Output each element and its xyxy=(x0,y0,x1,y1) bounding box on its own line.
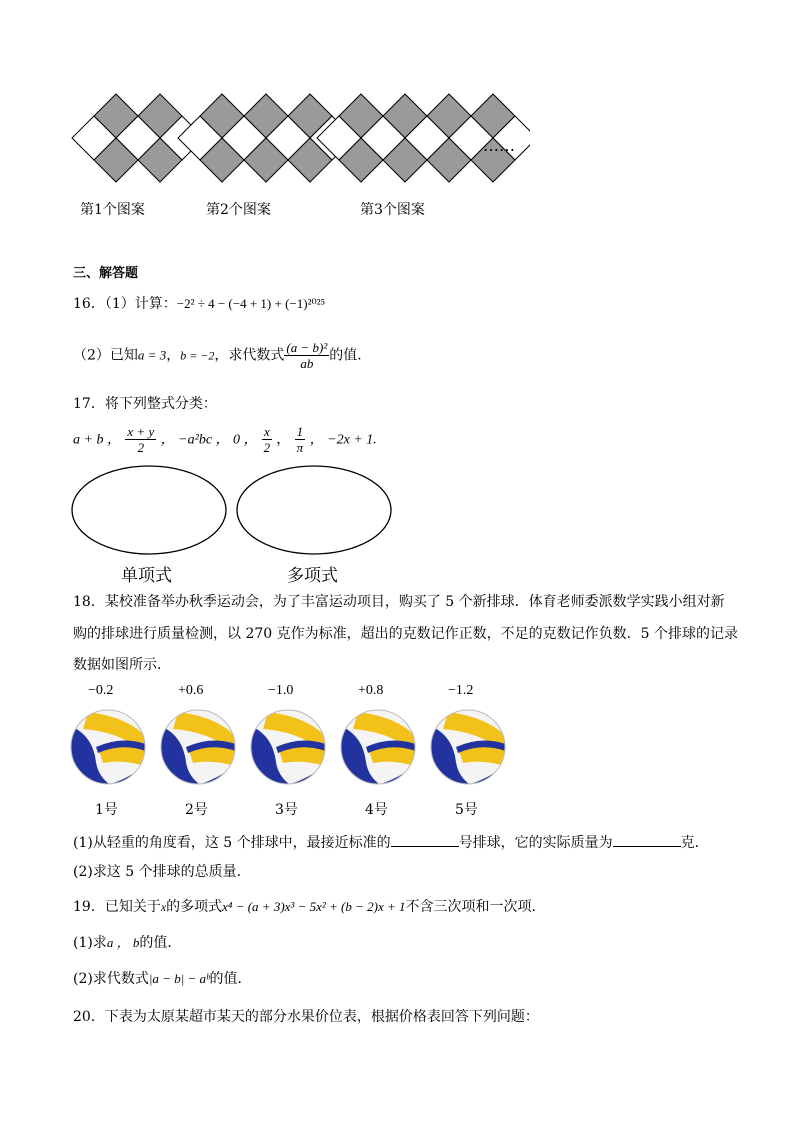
ball-mass-deviation: −0.2 xyxy=(88,683,114,698)
q19-line1-b: 的多项式 xyxy=(166,899,223,915)
volleyball-icon xyxy=(68,707,148,787)
q19-sub2-expr: |a − b| − aᵇ xyxy=(148,971,210,986)
diamond-patterns-figure xyxy=(60,90,530,190)
volleyball-icon xyxy=(248,707,328,787)
volleyball-icon xyxy=(428,707,508,787)
q16-fraction-num: (a − b)² xyxy=(286,340,328,355)
answer-blank-2[interactable] xyxy=(613,832,681,847)
q19-sub1-a: (1)求 xyxy=(73,935,107,951)
ball-mass-deviation: −1.0 xyxy=(268,683,294,698)
q19-sub1-b: 的值． xyxy=(139,935,182,951)
q20-line1: 20．下表为太原某超市某天的部分水果价位表，根据价格表回答下列问题： xyxy=(73,1009,539,1025)
q17-item-c: ， −2x + 1. xyxy=(309,432,377,448)
polynomial-label: 多项式 xyxy=(287,566,338,586)
pattern-label-2: 第2个图案 xyxy=(206,202,271,218)
q16-b-value: b = −2 xyxy=(180,348,215,363)
q18-sub1-a: (1)从轻重的角度看，这 5 个排球中，最接近标准的 xyxy=(73,835,391,851)
q17-items: a + b ， $\frac{x + y}{2}$ ， −a²bc ， 0 ， $\frac{x}{2}$ ， $\frac{1}{\pi}$ ， −2x + 1. xyxy=(73,424,377,455)
q16-a-value: a = 3 xyxy=(137,347,167,363)
monomial-label: 单项式 xyxy=(121,566,172,586)
q19-line1 xyxy=(73,897,546,917)
q17-frac1 xyxy=(125,424,156,455)
volleyball-icon xyxy=(338,707,418,787)
q16-part2 xyxy=(73,340,371,371)
q17-frac3-num: 1 xyxy=(296,424,304,439)
q17-frac3 xyxy=(295,424,306,455)
q18-line2: 购的排球进行质量检测，以 270 克作为标准，超出的克数记作正数，不足的克数记作负数．5 个排球的记录 xyxy=(73,626,738,642)
q16-part1-expr: −2² ÷ 4 − (−4 + 1) + (−1)²⁰²⁵ xyxy=(176,296,326,311)
ball-label: 1号 xyxy=(95,802,118,818)
monomial-ellipse xyxy=(72,466,226,554)
polynomial-ellipse xyxy=(237,466,391,554)
q17-frac2-num: x xyxy=(263,424,270,439)
answer-blank-1[interactable] xyxy=(391,832,459,847)
q19-line1-a: 19．已知关于 xyxy=(73,899,161,915)
ball-label: 4号 xyxy=(365,802,388,818)
q19-x: x xyxy=(160,900,167,914)
q18-line1: 18．某校准备举办秋季运动会，为了丰富运动项目，购买了 5 个新排球．体育老师委派数学实践小组对新 xyxy=(73,594,725,610)
q16-part1-prefix: 16．（1）计算： xyxy=(73,296,177,312)
q16-part2-mid: ，求代数式 xyxy=(214,347,285,364)
q19-sub1 xyxy=(73,933,181,953)
volleyball-icon xyxy=(158,707,238,787)
q19-sub2 xyxy=(73,969,252,989)
ball-label: 2号 xyxy=(185,802,208,818)
q16-fraction xyxy=(284,340,329,371)
q17-item-a: a + b ， xyxy=(73,432,121,448)
volleyball-row xyxy=(68,683,518,823)
pattern-label-3: 第3个图案 xyxy=(360,202,425,218)
q17-frac1-num: x + y xyxy=(127,424,155,439)
q17-frac1-den: 2 xyxy=(137,440,145,455)
ball-mass-deviation: +0.8 xyxy=(358,683,384,698)
q19-sub2-b: 的值． xyxy=(209,971,252,987)
q19-line1-c: 不含三次项和一次项． xyxy=(405,899,546,915)
q16-part1 xyxy=(73,294,325,314)
q16-part2-suffix: 的值． xyxy=(329,347,372,364)
q17-frac3-den: π xyxy=(296,440,304,455)
q19-polynomial: x⁴ − (a + 3)x³ − 5x² + (b − 2)x + 1 xyxy=(222,899,406,914)
q18-sub2: (2)求这 5 个排球的总质量． xyxy=(73,864,251,880)
q18-sub1 xyxy=(73,832,709,853)
ball-mass-deviation: −1.2 xyxy=(448,683,474,698)
q17-frac2-den: 2 xyxy=(263,440,271,455)
pattern-label-1: 第1个图案 xyxy=(80,202,145,218)
q16-part2-prefix: （2）已知 xyxy=(73,347,138,364)
q17-frac2 xyxy=(262,424,272,455)
q17-item-b: ， −a²bc ， 0 ， xyxy=(160,432,258,448)
q19-sub2-a: (2)求代数式 xyxy=(73,971,149,987)
ball-label: 5号 xyxy=(455,802,478,818)
section-title: 三、解答题 xyxy=(73,266,139,281)
q19-sub1-expr: a ， b xyxy=(106,935,140,950)
ball-mass-deviation: +0.6 xyxy=(178,683,204,698)
q18-sub1-c: 克． xyxy=(680,835,709,851)
q16-fraction-den: ab xyxy=(300,356,314,371)
classification-ellipses xyxy=(70,462,400,562)
q16-sep: ， xyxy=(166,347,181,364)
pattern-ellipsis: …… xyxy=(483,136,515,155)
q17-prompt: 17．将下列整式分类： xyxy=(73,396,217,412)
ball-label: 3号 xyxy=(275,802,298,818)
q18-line3: 数据如图所示． xyxy=(73,657,171,673)
q18-sub1-b: 号排球，它的实际质量为 xyxy=(458,835,613,851)
